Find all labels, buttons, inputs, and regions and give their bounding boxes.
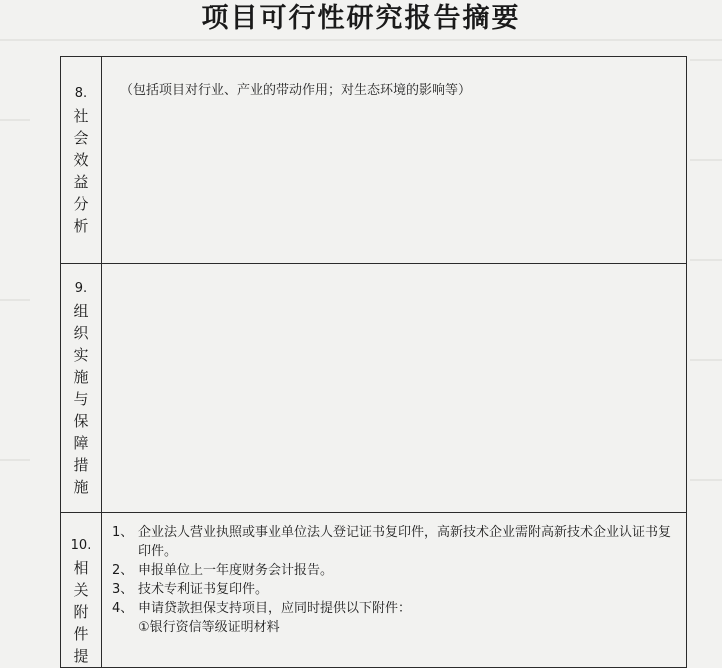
- label-char: 施: [73, 478, 89, 496]
- label-char: 附: [73, 603, 89, 621]
- item-number: 1、: [112, 525, 134, 540]
- section-label-9: [61, 264, 102, 513]
- section-content-8[interactable]: [102, 57, 687, 264]
- label-char: 组: [73, 302, 89, 320]
- section-number-9: 9.: [74, 281, 88, 296]
- label-char: 社: [73, 107, 89, 125]
- item-number: 3、: [112, 582, 134, 597]
- section-number-10: 10.: [70, 538, 92, 553]
- item-text: 申报单位上一年度财务会计报告。: [138, 563, 334, 578]
- section-number-8: 8.: [74, 86, 88, 101]
- label-char: 会: [73, 129, 89, 147]
- label-char: 分: [73, 195, 89, 213]
- item-text: 申请贷款担保支持项目，应同时提供以下附件：: [138, 601, 412, 616]
- section-content-9[interactable]: [102, 264, 687, 513]
- list-item: [112, 580, 680, 599]
- list-item: [112, 618, 680, 637]
- item-indent: [112, 618, 138, 637]
- item-text: 技术专利证书复印件。: [138, 582, 269, 597]
- section-content-10[interactable]: [102, 513, 687, 668]
- section-hint-8: （包括项目对行业、产业的带动作用；对生态环境的影响等）: [120, 83, 472, 98]
- list-item: [112, 523, 680, 561]
- section-row-8: [61, 57, 687, 264]
- label-char: 施: [73, 368, 89, 386]
- section-row-9: [61, 264, 687, 513]
- page-title: 项目可行性研究报告摘要: [201, 3, 521, 34]
- label-char: 件: [73, 625, 89, 643]
- label-char: 障: [73, 434, 89, 452]
- item-text: 企业法人营业执照或事业单位法人登记证书复印件，高新技术企业需附高新技术企业认证书复印件。: [138, 525, 672, 559]
- section-label-8: [61, 57, 102, 264]
- label-char: 相: [73, 559, 89, 577]
- section-label-10: [61, 513, 102, 668]
- summary-table: [60, 56, 687, 668]
- label-char: 提: [73, 647, 89, 665]
- label-char: 与: [73, 390, 89, 408]
- sub-item-text: ①银行资信等级证明材料: [138, 620, 280, 635]
- section-row-10: [61, 513, 687, 668]
- list-item: [112, 599, 680, 618]
- label-char: 关: [73, 581, 89, 599]
- attachment-list: [102, 513, 686, 637]
- list-item: [112, 561, 680, 580]
- label-char: 织: [73, 324, 89, 342]
- label-char: 措: [73, 456, 89, 474]
- label-char: 益: [73, 173, 89, 191]
- label-char: 效: [73, 151, 89, 169]
- label-char: 保: [73, 412, 89, 430]
- label-char: 实: [73, 346, 89, 364]
- label-char: 析: [73, 217, 89, 235]
- item-number: 2、: [112, 563, 134, 578]
- item-number: 4、: [112, 601, 134, 616]
